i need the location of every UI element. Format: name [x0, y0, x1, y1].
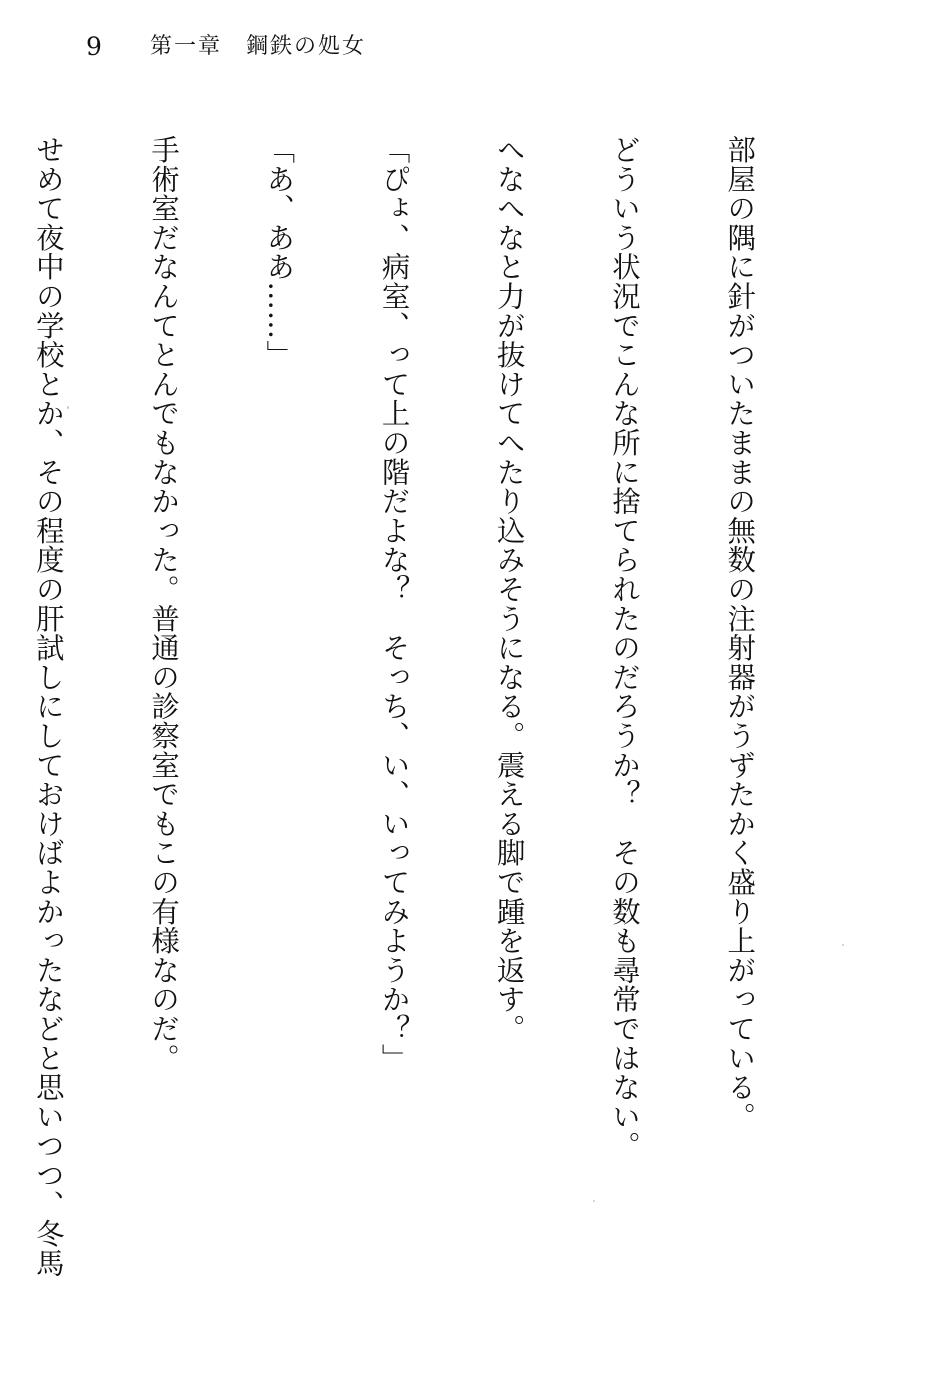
scan-speck [593, 1200, 595, 1202]
paragraph: 「ぴょ、病室、って上の階だよな？ そっち、い、いってみようか？」 [377, 135, 411, 1073]
paragraph: 部屋の隅に針がついたままの無数の注射器がうずたかく盛り上がっている。 [723, 135, 757, 1132]
paragraph: 「あ、ああ……」 [262, 135, 296, 370]
paragraph: せめて夜中の学校とか、その程度の肝試しにしておけばよかったなどと思いつつ、冬馬 [31, 135, 65, 1278]
running-header: 第一章 鋼鉄の処女 [150, 34, 367, 59]
page-number: 9 [86, 32, 102, 61]
scan-speck [67, 406, 69, 409]
paragraph: へなへなと力が抜けてへたり込みそうになる。震える脚で踵を返す。 [492, 135, 526, 1044]
scan-speck [842, 944, 844, 946]
paragraph: 手術室だなんてとんでもなかった。普通の診察室でもこの有様なのだ。 [147, 135, 181, 1073]
body-text [31, 135, 835, 1278]
paragraph: どういう状況でこんな所に捨てられたのだろうか？ その数も尋常ではない。 [607, 135, 641, 1161]
